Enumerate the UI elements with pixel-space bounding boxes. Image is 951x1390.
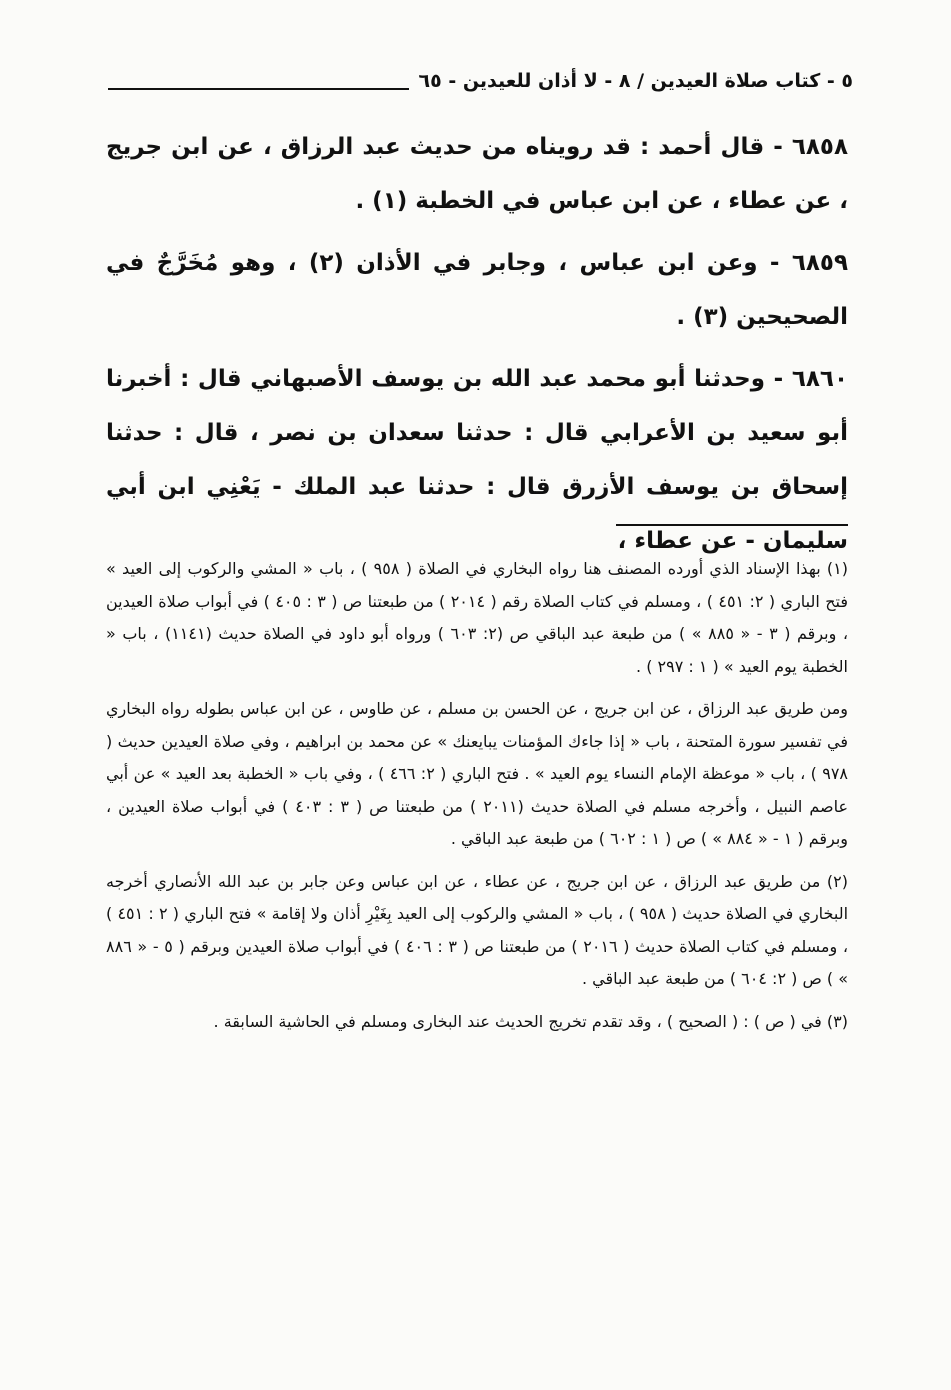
hadith-6858: ٦٨٥٨ - قال أحمد : قد رويناه من حديث عبد الرزاق ، عن ابن جريج ، عن عطاء ، عن ابن عباس في الخطبة (١) . bbox=[106, 134, 848, 214]
footnote-separator bbox=[616, 524, 848, 526]
footnote-2: (٢) من طريق عبد الرزاق ، عن ابن جريج ، عن عطاء ، عن ابن عباس وعن جابر بن عبد الله الأنصاري أخرجه البخاري في الصلاة حديث ( ٩٥٨ ) ، باب « المشي والركوب إلى العيد بِغَيْرِ أذان ولا إقامة » فتح الباري ( ٢ : ٤٥١ ) ، ومسلم في كتاب الصلاة حديث ( ٢٠١٦ ) من طبعتنا ص ( ٣ : ٤٠٦ ) في أبواب صلاة العيدين وبرقم ( ٥ - « ٨٨٦ » ) ص ( ٢: ٦٠٤ ) من طبعة عبد الباقي . bbox=[106, 871, 849, 988]
footnotes bbox=[106, 553, 848, 1048]
footnote-1-continued: ومن طريق عبد الرزاق ، عن ابن جريج ، عن الحسن بن مسلم ، عن طاوس ، عن ابن عباس بطوله رواه البخاري في تفسير سورة المتحنة ، باب « إذا جاءك المؤمنات يبايعنك » عن محمد بن ابراهيم ، وفي صلاة العيدين حديث ( ٩٧٨ ) ، باب « موعظة الإمام النساء يوم العيد » . فتح الباري ( ٢: ٤٦٦ ) ، وفي باب « الخطبة بعد العيد » عن أبي عاصم النبيل ، وأخرجه مسلم في الصلاة حديث (٢٠١١ ) من طبعتنا ص ( ٣ : ٤٠٣ ) في أبواب صلاة العيدين ، وبرقم ( ١ - « ٨٨٤ » ) ص ( ١ : ٦٠٢ ) من طبعة عبد الباقي . bbox=[106, 699, 849, 848]
hadith-6859: ٦٨٥٩ - وعن ابن عباس ، وجابر في الأذان (٢) ، وهو مُخَرَّجٌ في الصحيحين (٣) . bbox=[106, 250, 848, 330]
running-head-text: ٥ - كتاب صلاة العيدين / ٨ - لا أذان للعيدين - ٦٥ bbox=[418, 70, 853, 92]
hadith-6860: ٦٨٦٠ - وحدثنا أبو محمد عبد الله بن يوسف الأصبهاني قال : أخبرنا أبو سعيد بن الأعرابي قال : حدثنا سعدان بن نصر ، قال : حدثنا إسحاق بن يوسف الأزرق قال : حدثنا عبد الملك - يَعْنِي ابن أبي سليمان - عن عطاء ، bbox=[106, 366, 848, 554]
running-head-rule bbox=[108, 88, 409, 90]
running-head bbox=[108, 56, 853, 96]
footnote-1: (١) بهذا الإسناد الذي أورده المصنف هنا رواه البخاري في الصلاة ( ٩٥٨ ) ، باب « المشي والركوب إلى العيد » فتح الباري ( ٢: ٤٥١ ) ، ومسلم في كتاب الصلاة رقم ( ٢٠١٤ ) من طبعتنا ص ( ٣ : ٤٠٥ ) في أبواب صلاة العيدين ، وبرقم ( ٣ - « ٨٨٥ » ) من طبعة عبد الباقي ص (٢: ٦٠٣ ) ورواه أبو داود في الصلاة حديث (١١٤١) ، باب « الخطبة يوم العيد » ( ١ : ٢٩٧ ) . bbox=[106, 559, 849, 676]
footnote-3: (٣) في ( ص ) : ( الصحيح ) ، وقد تقدم تخريج الحديث عند البخارى ومسلم في الحاشية السابقة . bbox=[213, 1011, 848, 1031]
main-text bbox=[106, 120, 848, 576]
